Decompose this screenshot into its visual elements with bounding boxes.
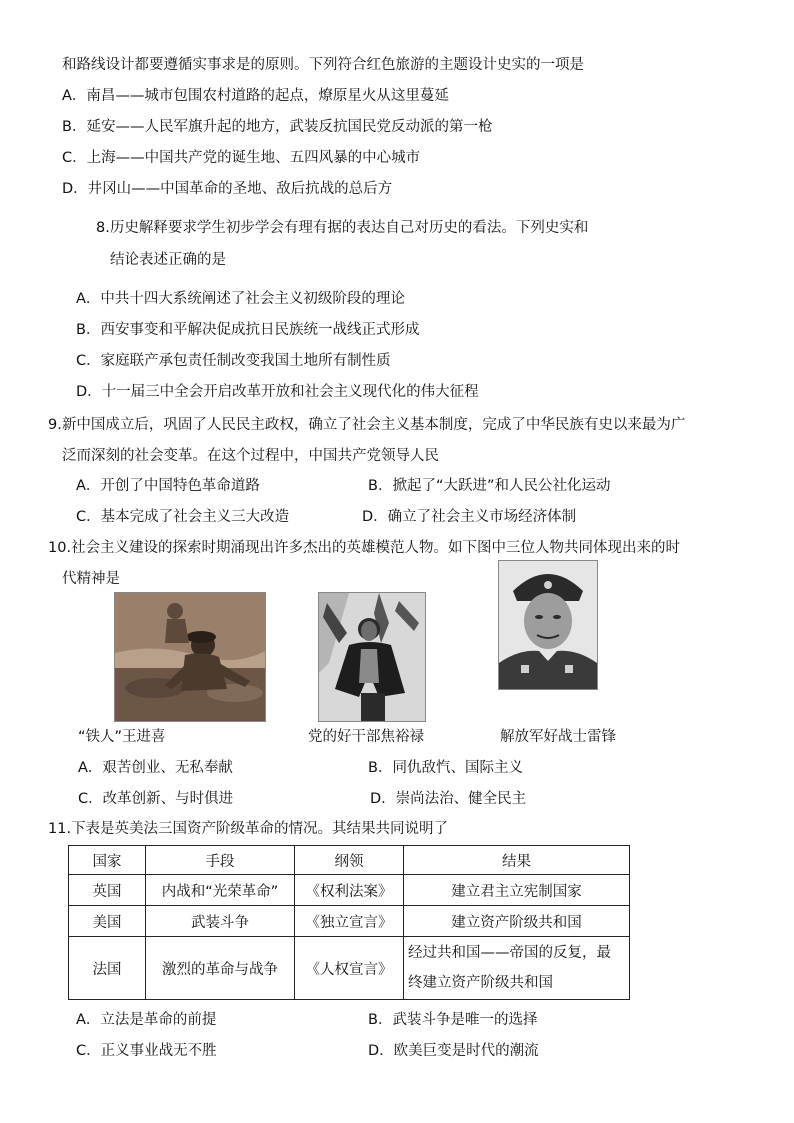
table-row bbox=[69, 906, 630, 937]
table-cell: 法国 bbox=[69, 937, 146, 1000]
photo-caption-wang-jinxi: “铁人”王进喜 bbox=[78, 729, 166, 745]
q10-stem-line2: 代精神是 bbox=[62, 571, 120, 587]
table-cell: 《人权宣言》 bbox=[295, 937, 404, 1000]
q9-stem-line1: 9.新中国成立后，巩固了人民民主政权，确立了社会主义基本制度，完成了中华民族有史以来最为广 bbox=[48, 417, 686, 433]
q11-option-c: C．正义事业战无不胜 bbox=[76, 1043, 217, 1059]
q8-stem-line2: 结论表述正确的是 bbox=[110, 252, 226, 268]
table-cell: 激烈的革命与战争 bbox=[146, 937, 295, 1000]
q11-option-b: B．武装斗争是唯一的选择 bbox=[368, 1012, 538, 1028]
table-cell: 《权利法案》 bbox=[295, 875, 404, 906]
q11-option-a: A．立法是革命的前提 bbox=[76, 1012, 217, 1028]
table-cell: 《独立宣言》 bbox=[295, 906, 404, 937]
q10-option-b: B．同仇敌忾、国际主义 bbox=[368, 760, 523, 776]
q9-option-c: C．基本完成了社会主义三大改造 bbox=[76, 509, 290, 525]
photo-caption-lei-feng: 解放军好战士雷锋 bbox=[500, 729, 616, 745]
table-header-row bbox=[69, 846, 630, 875]
photo-jiao-yulu bbox=[318, 592, 426, 722]
table-row bbox=[69, 875, 630, 906]
q8-option-a: A．中共十四大系统阐述了社会主义初级阶段的理论 bbox=[76, 291, 405, 307]
q11-stem: 11.下表是英美法三国资产阶级革命的情况。其结果共同说明了 bbox=[48, 821, 449, 837]
q9-option-d: D．确立了社会主义市场经济体制 bbox=[362, 509, 577, 525]
table-cell: 建立资产阶级共和国 bbox=[404, 906, 630, 937]
table-cell: 建立君主立宪制国家 bbox=[404, 875, 630, 906]
table-cell-multiline bbox=[404, 937, 630, 1000]
q8-option-d: D．十一届三中全会开启改革开放和社会主义现代化的伟大征程 bbox=[76, 384, 479, 400]
q9-option-b: B．掀起了“大跃进”和人民公社化运动 bbox=[368, 478, 611, 494]
q7-option-b: B．延安——人民军旗升起的地方，武装反抗国民党反动派的第一枪 bbox=[62, 119, 493, 135]
q10-option-c: C．改革创新、与时俱进 bbox=[78, 791, 234, 807]
table-row bbox=[69, 937, 630, 1000]
q9-option-a: A．开创了中国特色革命道路 bbox=[76, 478, 260, 494]
q9-stem-line2: 泛而深刻的社会变革。在这个过程中，中国共产党领导人民 bbox=[62, 448, 439, 464]
revolution-comparison-table bbox=[68, 845, 630, 1000]
photo-caption-jiao-yulu: 党的好干部焦裕禄 bbox=[308, 729, 424, 745]
photo-wang-jinxi bbox=[114, 592, 266, 722]
photo-lei-feng bbox=[498, 560, 598, 690]
q8-stem-line1: 8.历史解释要求学生初步学会有理有据的表达自己对历史的看法。下列史实和 bbox=[96, 220, 589, 236]
q10-stem-line1: 10.社会主义建设的探索时期涌现出许多杰出的英雄模范人物。如下图中三位人物共同体现出来的时 bbox=[48, 540, 681, 556]
table-header-cell: 国家 bbox=[69, 846, 146, 875]
q7-stem-continuation: 和路线设计都要遵循实事求是的原则。下列符合红色旅游的主题设计史实的一项是 bbox=[62, 57, 584, 73]
table-cell: 美国 bbox=[69, 906, 146, 937]
table-header-cell: 纲领 bbox=[295, 846, 404, 875]
table-header-cell: 结果 bbox=[404, 846, 630, 875]
q7-option-a: A．南昌——城市包围农村道路的起点，燎原星火从这里蔓延 bbox=[62, 88, 449, 104]
table-cell: 武装斗争 bbox=[146, 906, 295, 937]
q8-option-b: B．西安事变和平解决促成抗日民族统一战线正式形成 bbox=[76, 322, 420, 338]
q10-option-d: D．崇尚法治、健全民主 bbox=[370, 791, 527, 807]
table-cell: 内战和“光荣革命” bbox=[146, 875, 295, 906]
table-header-cell: 手段 bbox=[146, 846, 295, 875]
q11-option-d: D．欧美巨变是时代的潮流 bbox=[368, 1043, 539, 1059]
table-cell: 英国 bbox=[69, 875, 146, 906]
table-cell-line: 经过共和国——帝国的反复，最 bbox=[408, 945, 611, 961]
table-cell-line: 终建立资产阶级共和国 bbox=[408, 975, 553, 991]
q7-option-d: D．井冈山——中国革命的圣地、敌后抗战的总后方 bbox=[62, 181, 393, 197]
q10-option-a: A．艰苦创业、无私奉献 bbox=[78, 760, 233, 776]
q8-option-c: C．家庭联产承包责任制改变我国土地所有制性质 bbox=[76, 353, 391, 369]
q7-option-c: C．上海——中国共产党的诞生地、五四风暴的中心城市 bbox=[62, 150, 421, 166]
